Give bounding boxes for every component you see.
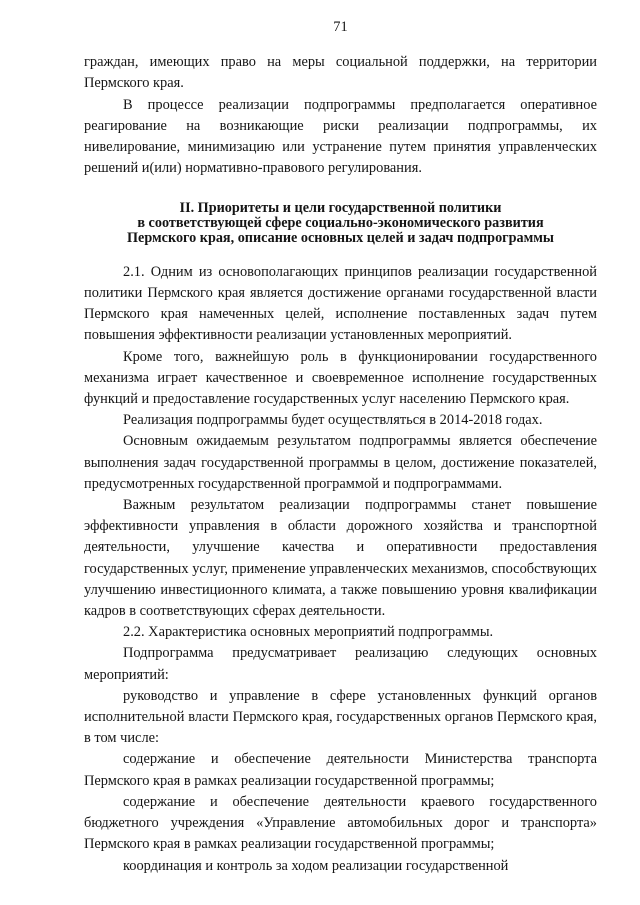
document-page	[84, 17, 597, 877]
paragraph-implementation-period: Реализация подпрограммы будет осуществляться в 2014-2018 годах.	[123, 412, 543, 429]
section-heading-line-3: Пермского края, описание основных целей и задач подпрограммы	[126, 230, 554, 247]
paragraph-agency-support: содержание и обеспечение деятельности краевого государственного бюджетного учреждения «Управление автомобильных дорог и транспорта» Пермского края в рамках реализации государственной программы;	[84, 793, 597, 853]
paragraph-important-result: Важным результатом реализации подпрограммы станет повышение эффективности управления в области дорожного хозяйства и транспортной деятельности, улучшение качества и оперативности предоставления государственных услуг, применение управленческих механизмов, способствующих улучшению инвестиционного климата, а также повышению уровня квалификации кадров в соответствующих сферах деятельности.	[84, 497, 597, 620]
paragraph-management: руководство и управление в сфере установленных функций органов исполнительной власти Пермского края, государственных органов Пермского края, в том числе:	[84, 687, 597, 747]
paragraph-2-2: 2.2. Характеристика основных мероприятий подпрограммы.	[123, 624, 494, 641]
section-heading-line-1: II. Приоритеты и цели государственной политики	[179, 200, 502, 217]
paragraph-risk-response: В процессе реализации подпрограммы предполагается оперативное реагирование на возникающие риски реализации подпрограммы, их нивелирование, минимизацию или устранение путем принятия управленческих решений и(или) нормативно-правового регулирования.	[84, 96, 597, 177]
paragraph-coordination: координация и контроль за ходом реализации государственной	[123, 857, 509, 874]
paragraph-ministry-support: содержание и обеспечение деятельности Министерства транспорта Пермского края в рамках реализации государственной программы;	[84, 751, 597, 789]
paragraph-measures-intro: Подпрограмма предусматривает реализацию следующих основных мероприятий:	[84, 645, 597, 683]
paragraph-expected-result: Основным ожидаемым результатом подпрограммы является обеспечение выполнения задач государственной программы в целом, достижение показателей, предусмотренных государственной программой и подпрограммами.	[84, 433, 597, 492]
paragraph-key-role: Кроме того, важнейшую роль в функционировании государственного механизма играет качественное и своевременное исполнение государственных функций и предоставление государственных услуг населению Пермского края.	[84, 348, 597, 408]
section-heading-line-2: в соответствующей сфере социально-экономического развития	[137, 215, 544, 232]
section-heading	[84, 201, 597, 245]
page-number: 71	[333, 19, 348, 35]
paragraph-2-1: 2.1. Одним из основополагающих принципов реализации государственной политики Пермского края является достижение органами государственной власти Пермского края намеченных целей, исполнение поставленных задач путем повышения эффективности реализации установленных мероприятий.	[84, 263, 597, 344]
paragraph-continuation: граждан, имеющих право на меры социальной поддержки, на территории Пермского края.	[84, 54, 597, 92]
